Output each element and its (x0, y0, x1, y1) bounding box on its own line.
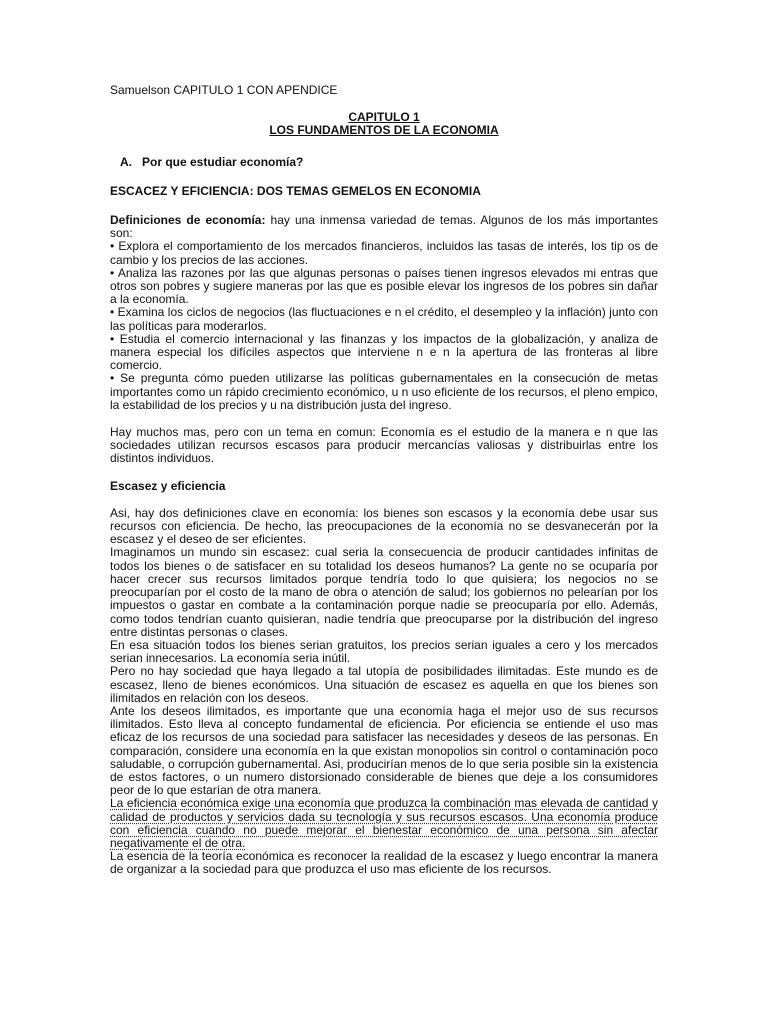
bullet-item: • Estudia el comercio internacional y las finanzas y los impactos de la globalización, y analiza de manera especial los difíciles aspectos que interviene n e n la apertura de las fronteras al libre comercio. (110, 331, 658, 373)
definitions-label: Definiciones de economía: (110, 213, 266, 228)
body-paragraph: Imaginamos un mundo sin escasez: cual seria la consecuencia de producir cantidades infinitas de todos los bienes o de satisfacer en su totalidad los deseos humanos? La gente no se ocuparía por hacer crecer sus recursos limitados porque tendría todo lo que quisiera; los negocios no se preocuparían por el costo de la mano de obra o atención de salud; los gobiernos no pelearían por los impuestos o gastar en combate a la contaminación porque nadie se preocuparía por ello. Además, como todos tendrían cuanto quisieran, nadie tendría que preocuparse por la distribución del ingreso entre distintas personas o clases. (110, 545, 658, 639)
definitions-text: hay una inmensa variedad de temas. Algunos de los más importantes son: (110, 213, 658, 241)
sub-heading: Escasez y eficiencia (110, 478, 226, 493)
efficiency-definition-paragraph: La eficiencia económica exige una economía que produzca la combinación mas elevada de cantidad y calidad de productos y servicios dada su tecnología y sus recursos escasos. Una economía produce con eficiencia cuando no puede mejorar el bienestar económico de una persona sin afectar negativamente el de otra. (110, 796, 658, 850)
document-header: Samuelson CAPITULO 1 CON APENDICE (110, 83, 338, 97)
section-a-letter: A. (120, 154, 132, 169)
body-paragraph: En esa situación todos los bienes serian gratuitos, los precios serian iguales a cero y los mercados serian innecesarios. La economía seria inútil. (110, 637, 658, 666)
body-paragraph: Pero no hay sociedad que haya llegado a tal utopía de posibilidades ilimitadas. Este mundo es de escasez, lleno de bienes económicos. Una situación de escasez es aquella en que los bienes son ilimitados en relación con los deseos. (110, 664, 658, 705)
bullet-item: • Examina los ciclos de negocios (las fluctuaciones e n el crédito, el desempleo y la inflación) junto con las políticas para moderarlos. (110, 305, 658, 333)
chapter-title: LOS FUNDAMENTOS DE LA ECONOMIA (269, 123, 499, 138)
bullet-item: • Analiza las razones por las que algunas personas o países tienen ingresos elevados mi entras que otros son pobres y sugiere maneras por las que es posible elevar los ingresos de los pobres sin dañar a la economía. (110, 265, 658, 307)
bullet-item: • Se pregunta cómo pueden utilizarse las políticas gubernamentales en la consecución de metas importantes como un rápido crecimiento económico, u n uso eficiente de los recursos, el pleno empico, la estabilidad de los precios y u na distribución justa del ingreso. (110, 371, 658, 412)
final-paragraph: La esencia de la teoría económica es reconocer la realidad de la escasez y luego encontrar la manera de organizar a la sociedad para que produzca el uso mas eficiente de los recursos. (110, 849, 658, 877)
section-a-text: Por que estudiar economía? (142, 154, 304, 169)
definitions-intro (110, 214, 658, 240)
chapter-number: CAPITULO 1 (348, 110, 420, 125)
bullet-item: • Explora el comportamiento de los mercados financieros, incluidos las tasas de interés, los tip os de cambio y los precios de las acciones. (110, 239, 658, 267)
body-paragraph: Asi, hay dos definiciones clave en economía: los bienes son escasos y la economía debe usar sus recursos con eficiencia. De hecho, las preocupaciones de la economía no se desvanecerán por la escasez y el deseo de ser eficientes. (110, 505, 658, 547)
chapter-heading (110, 111, 658, 137)
document-page (110, 84, 658, 877)
common-theme-paragraph: Hay muchos mas, pero con un tema en comun: Economía es el estudio de la manera e n que las sociedades utilizan recursos escasos para producir mercancías valiosas y distribuirlas entre los distintos individuos. (110, 425, 658, 466)
section-a-heading (120, 156, 658, 169)
body-paragraph: Ante los deseos ilimitados, es importante que una economía haga el mejor uso de sus recursos ilimitados. Esto lleva al concepto fundamental de eficiencia. Por eficiencia se entiende el uso mas eficaz de los recursos de una sociedad para satisfacer las necesidades y deseos de las personas. En comparación, considere una economía en la que existan monopolios sin control o contaminación poco saludable, o corrupción gubernamental. Asi, producirían menos de lo que seria posible sin la existencia de estos factores, o un numero distorsionado considerable de bienes que deje a los consumidores peor de lo que estarían de otra manera. (110, 703, 658, 798)
main-heading: ESCACEZ Y EFICIENCIA: DOS TEMAS GEMELOS EN ECONOMIA (110, 183, 481, 198)
